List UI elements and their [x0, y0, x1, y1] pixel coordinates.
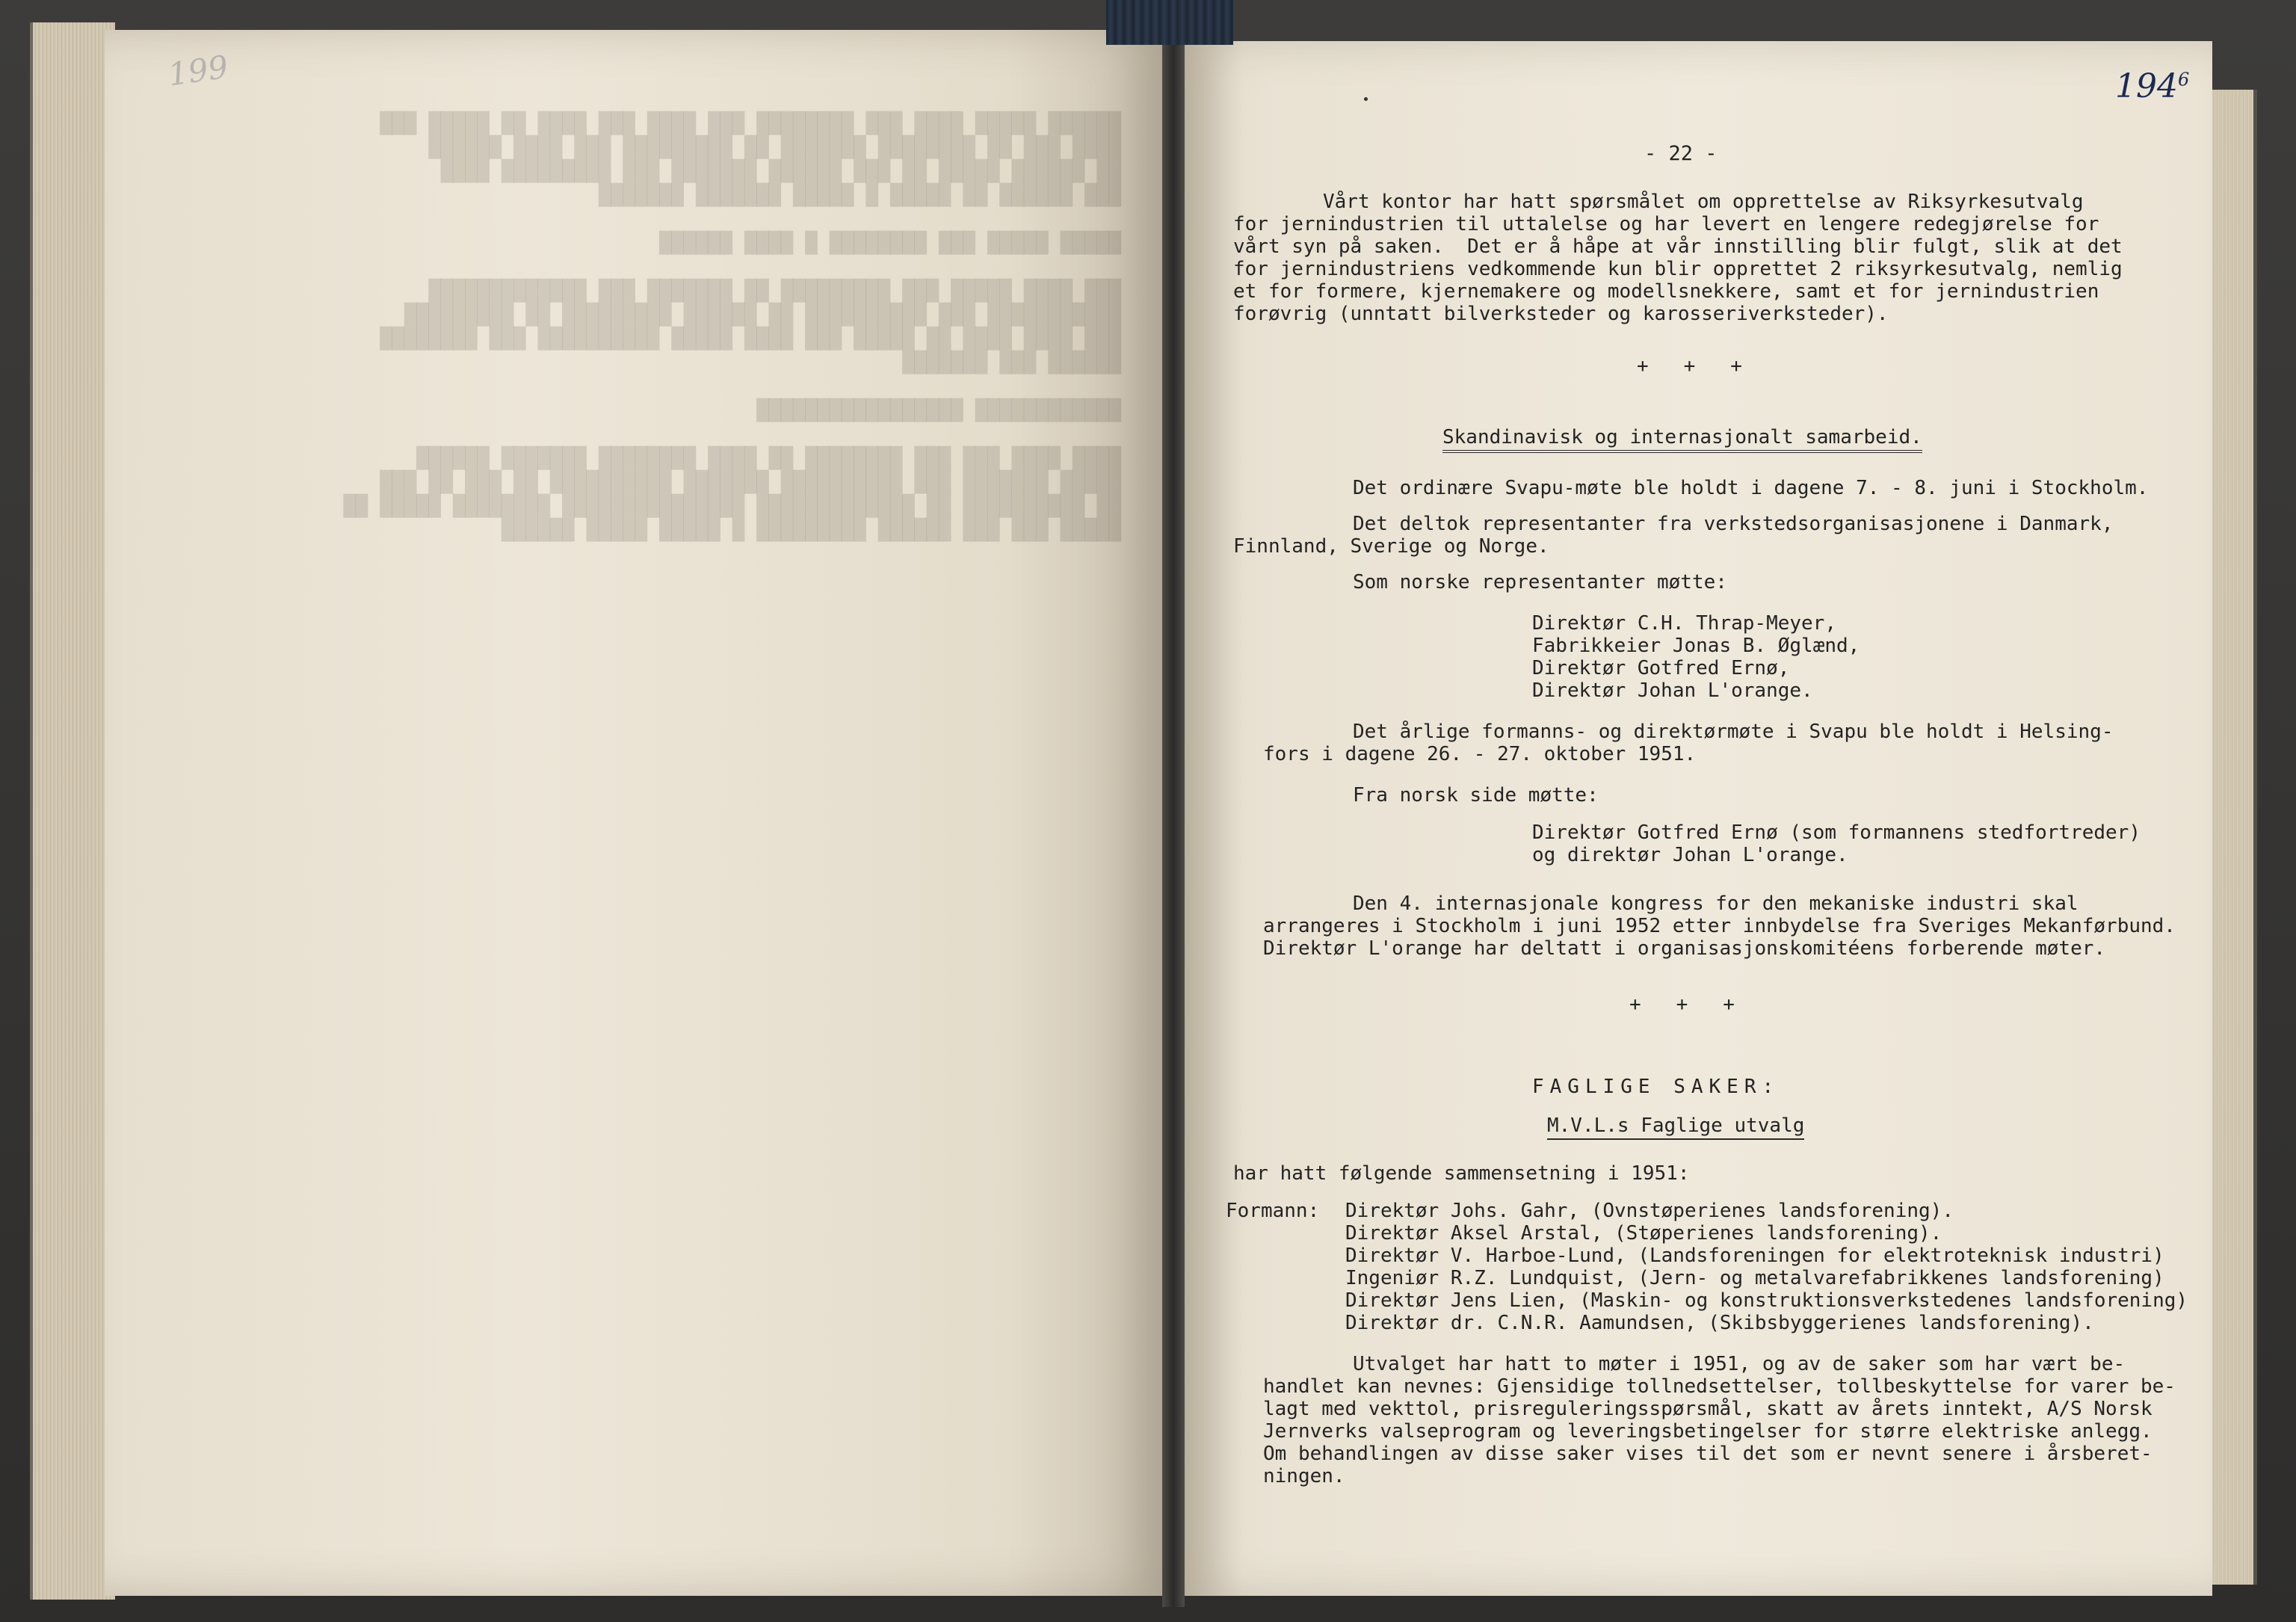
paragraph-1-line: for jernindustrien til uttalelse og har levert en lengere redegjørelse for: [1233, 213, 2099, 235]
spine-binding: [1106, 0, 1233, 45]
closing-paragraph: handlet kan nevnes: Gjensidige tollnedsettelser, tollbeskyttelse for varer be-: [1263, 1375, 2176, 1398]
left-page-handwritten-number: 199: [165, 48, 231, 93]
congress-paragraph: arrangeres i Stockholm i juni 1952 etter innbydelse fra Sveriges Mekanførbund.: [1263, 915, 2176, 937]
closing-paragraph: ningen.: [1263, 1465, 1345, 1487]
committee-member: Direktør Johs. Gahr, (Ovnstøperienes landsforening).: [1345, 1200, 1954, 1222]
norwegian-side-item: og direktør Johan L'orange.: [1532, 844, 1848, 866]
congress-paragraph: Direktør L'orange har deltatt i organisasjonskomitéens forberende møter.: [1263, 937, 2106, 960]
left-page-edges: [30, 22, 115, 1600]
typed-document: [1226, 191, 2190, 1487]
subheading-faglige-utvalg: M.V.L.s Faglige utvalg: [1547, 1114, 1804, 1140]
left-page-bleed-through: ██████ █████ ████ ███ ████████ ███ ████ ███ ████ ██ █████ ███ ████ ███ ██ ████████ ███████ ██ █████████ ███ ████ ██████ ██ ██████ █████ ██ ███ ██████ ███████ ███ █████████ ████ ███ ██████ ██ █████ █ █████ ███████ ███████ █████ █████ ███ ████████ █ ████ ██████ ███ ████ █████ ███ █████████ ██ ███████ ███ █████████████ ███████████ ███ ██████████ ██ ██████ █████████ ██ █████████ ███ ████ ████ ██ █████ ███ ████ █████ ██████████ ███ ████████ ██████ ███ ███████ ████████████ █████████████████ ████ ████ ███ ███ ████████ ██ ████ ████████ ███████ ██████ █████ ███████ ███ ██████████ ███████ ██████████ ██ ███ ██ ███ ██ ██████████ ██ █████████████ ███████████████ ████████ █████ ██ █████ ███ ███ ██████ █████████ █ █████ █████ ██████: [343, 112, 1121, 542]
scandinavian-paragraph: Det ordinære Svapu-møte ble holdt i dagene 7. - 8. juni i Stockholm.: [1353, 477, 2149, 499]
separator-plus: + + +: [1629, 993, 1735, 1016]
scandinavian-paragraph: Fra norsk side møtte:: [1353, 784, 1599, 807]
separator-plus: + + +: [1637, 355, 1742, 377]
representative-item: Direktør Johan L'orange.: [1532, 679, 1813, 702]
section-heading-scandinavian: Skandinavisk og internasjonalt samarbeid.: [1442, 426, 1922, 453]
paragraph-1-line: for jernindustriens vedkommende kun blir opprettet 2 riksyrkesutvalg, nemlig: [1233, 258, 2123, 280]
right-page-handwritten-number: [2115, 67, 2189, 105]
closing-paragraph: Om behandlingen av disse saker vises til det som er nevnt senere i årsberet-: [1263, 1443, 2152, 1465]
representative-item: Direktør Gotfred Ernø,: [1532, 657, 1790, 679]
paragraph-1-line: Vårt kontor har hatt spørsmålet om opprettelse av Riksyrkesutvalg: [1323, 191, 2084, 213]
formann-label: Formann:: [1226, 1200, 1320, 1222]
committee-member: Direktør dr. C.N.R. Aamundsen, (Skibsbyggerienes landsforening).: [1345, 1312, 2094, 1334]
scandinavian-paragraph: fors i dagene 26. - 27. oktober 1951.: [1263, 743, 1697, 765]
representative-item: Fabrikkeier Jonas B. Øglænd,: [1532, 635, 1860, 657]
committee-member: Ingeniør R.Z. Lundquist, (Jern- og metalvarefabrikkenes landsforening): [1345, 1267, 2164, 1289]
faglige-intro: har hatt følgende sammensetning i 1951:: [1233, 1162, 1690, 1185]
folio-number-superscript: 6: [2177, 69, 2190, 90]
scandinavian-paragraph: Som norske representanter møtte:: [1353, 571, 1727, 593]
committee-member: Direktør Jens Lien, (Maskin- og konstruktionsverkstedenes landsforening): [1345, 1289, 2188, 1312]
committee-member: Direktør Aksel Arstal, (Støperienes landsforening).: [1345, 1222, 1942, 1245]
closing-paragraph: Jernverks valseprogram og leveringsbetingelser for større elektriske anlegg.: [1263, 1420, 2152, 1443]
closing-paragraph: lagt med vekttol, prisreguleringsspørsmål, skatt av årets inntekt, A/S Norsk: [1263, 1398, 2152, 1420]
closing-paragraph: Utvalget har hatt to møter i 1951, og av de saker som har vært be-: [1353, 1353, 2126, 1375]
folio-number: 194: [2115, 67, 2178, 105]
committee-member: Direktør V. Harboe-Lund, (Landsforeningen for elektroteknisk industri): [1345, 1245, 2164, 1267]
scandinavian-paragraph: Finnland, Sverige og Norge.: [1233, 535, 1549, 558]
ink-dot: [1364, 97, 1368, 101]
paragraph-1-line: forøvrig (unntatt bilverksteder og karosseriverksteder).: [1233, 303, 1889, 325]
congress-paragraph: Den 4. internasjonale kongress for den mekaniske industri skal: [1353, 892, 2079, 915]
representative-item: Direktør C.H. Thrap-Meyer,: [1532, 612, 1836, 635]
page-number: - 22 -: [1644, 142, 1718, 165]
paragraph-1-line: vårt syn på saken. Det er å håpe at vår innstilling blir fulgt, slik at det: [1233, 235, 2123, 258]
norwegian-side-item: Direktør Gotfred Ernø (som formannens stedfortreder): [1532, 821, 2141, 844]
section-heading-faglige: FAGLIGE SAKER:: [1532, 1076, 1780, 1098]
scandinavian-paragraph: Det årlige formanns- og direktørmøte i Svapu ble holdt i Helsing-: [1353, 721, 2114, 743]
scandinavian-paragraph: Det deltok representanter fra verkstedsorganisasjonene i Danmark,: [1353, 513, 2114, 535]
book-gutter: [1162, 15, 1185, 1607]
paragraph-1-line: et for formere, kjernemakere og modellsnekkere, samt et for jernindustrien: [1233, 280, 2099, 303]
